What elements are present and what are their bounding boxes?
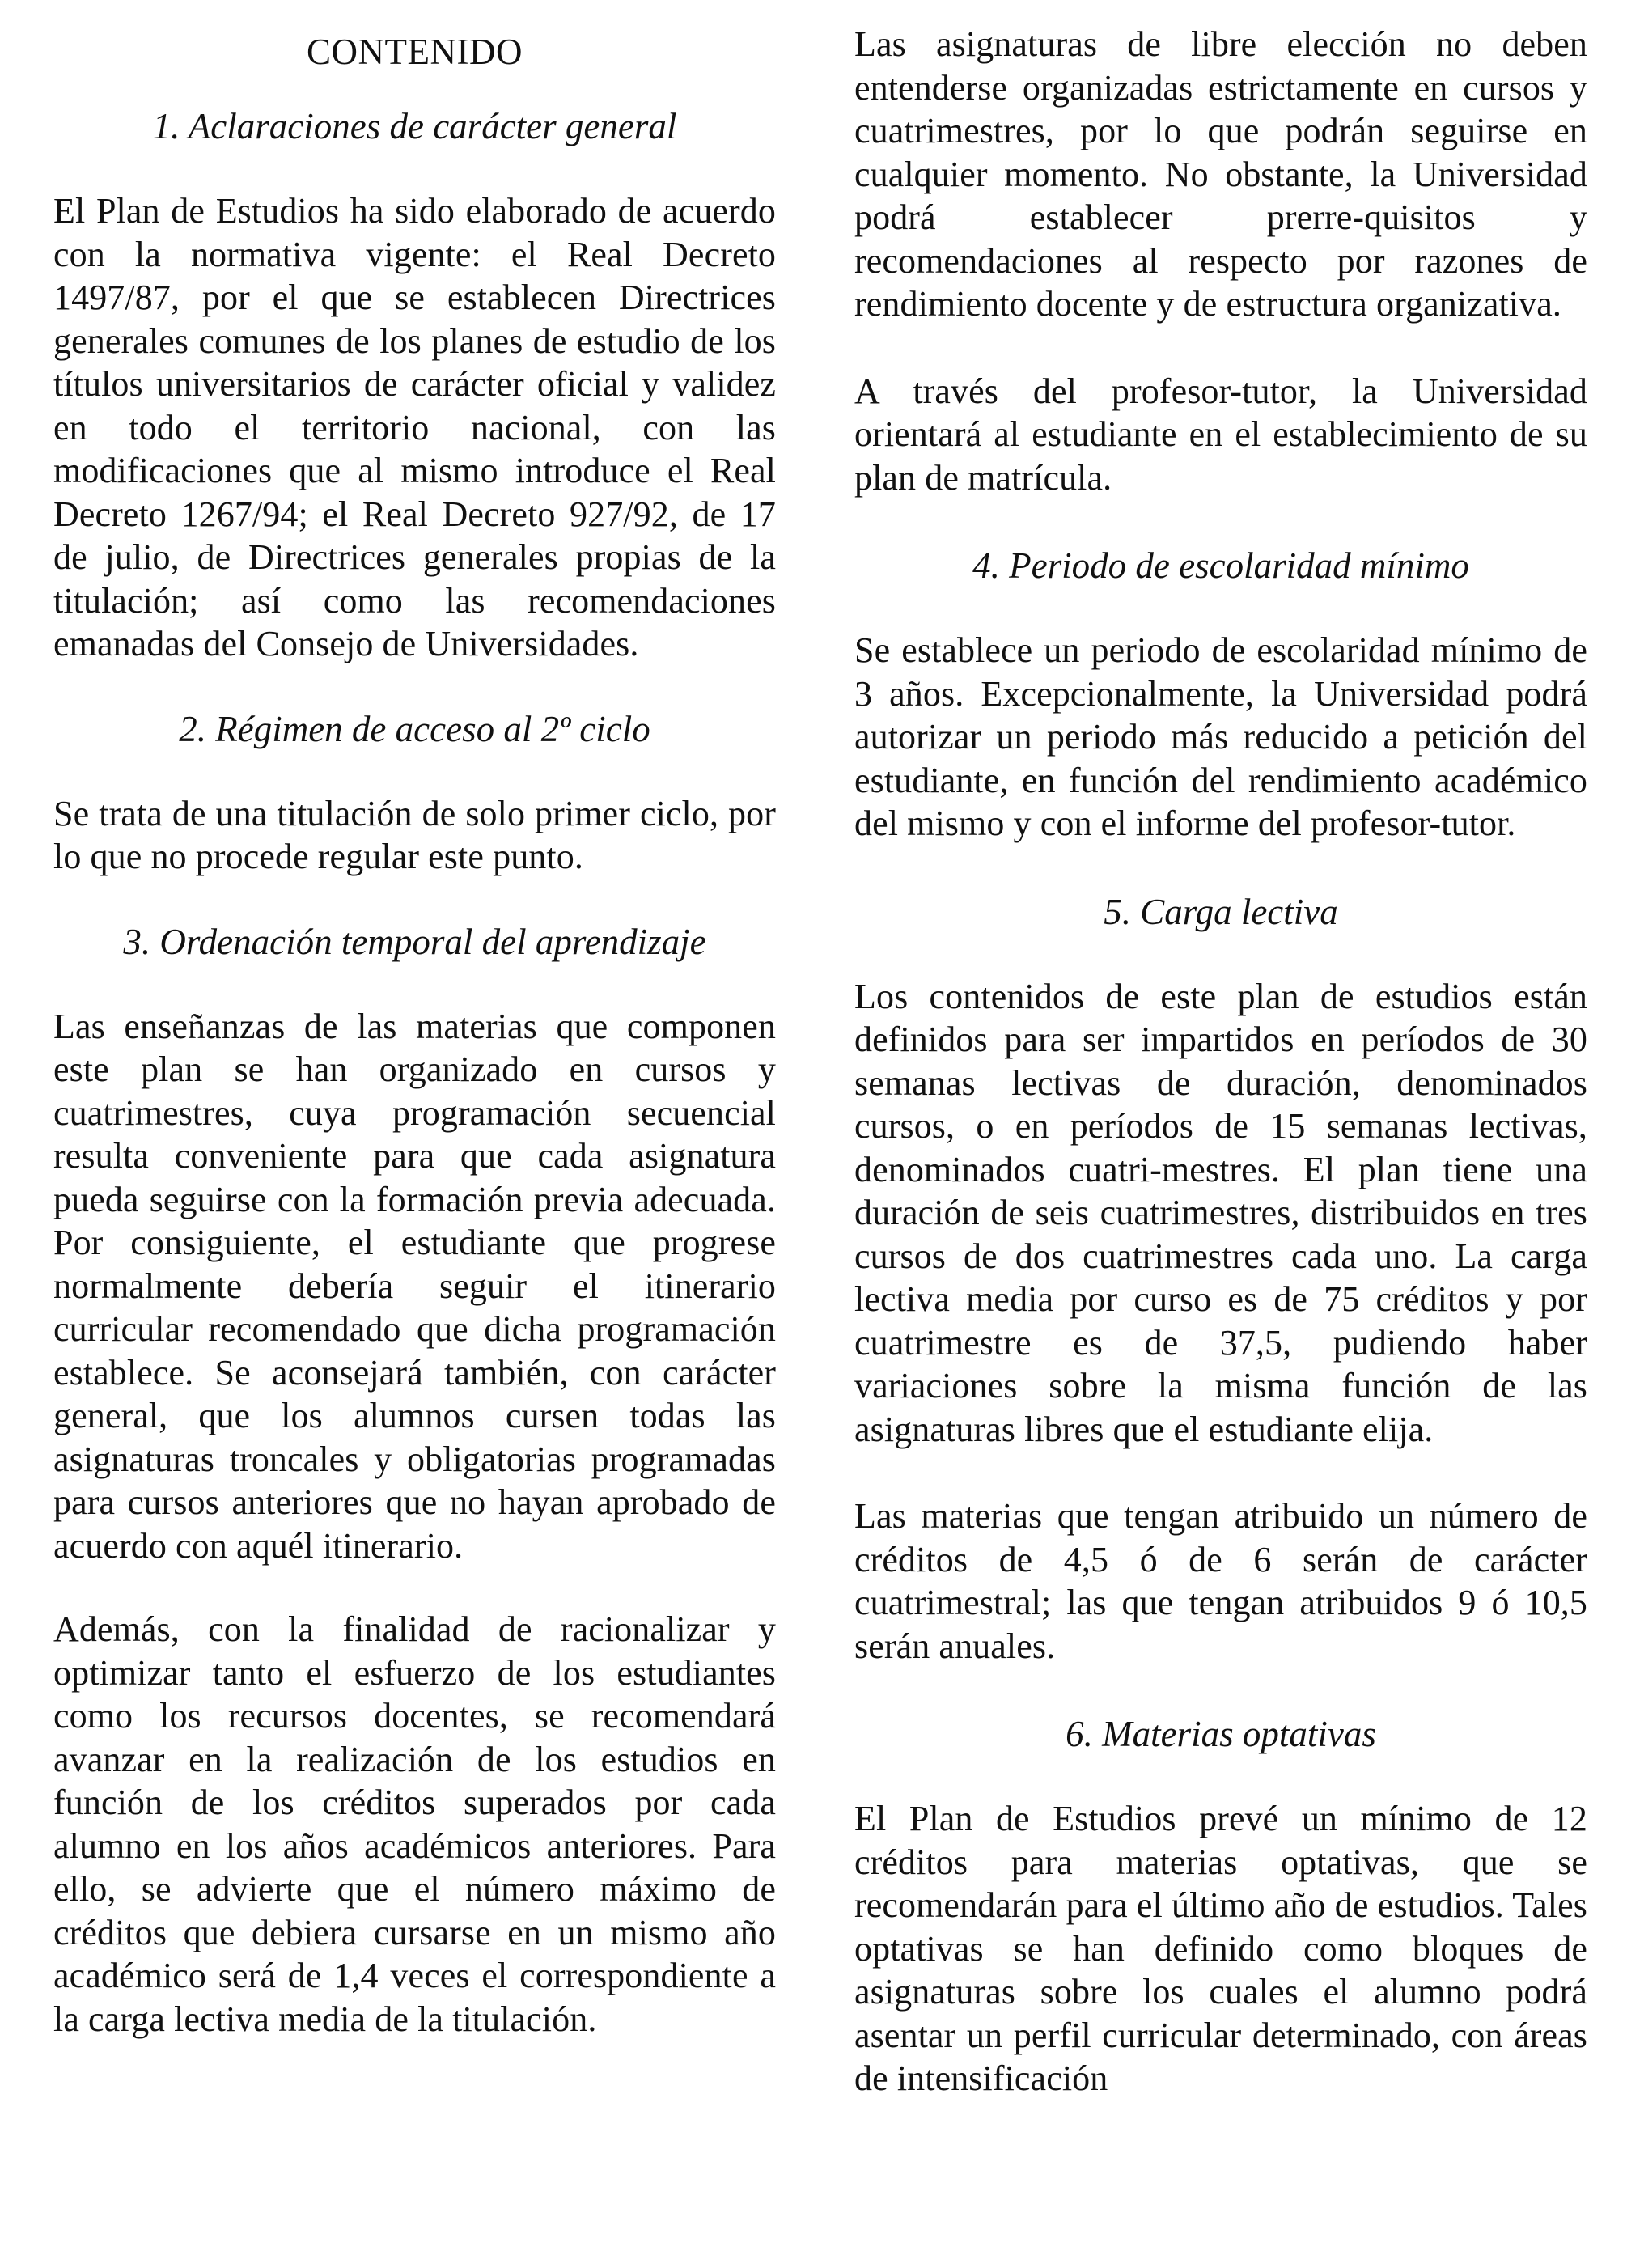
section-5-paragraph-2: Las materias que tengan atribuido un número de créditos de 4,5 ó de 6 serán de carácter cuatrimestral; las que tengan atribuidos 9 ó 10,5 serán anuales.	[854, 1496, 1587, 1666]
document-title: CONTENIDO	[307, 32, 523, 72]
section-6-heading: 6. Materias optativas	[1066, 1714, 1376, 1754]
section-3-paragraph-3: Las asignaturas de libre elección no deben entenderse organizadas estrictamente en cursos y cuatrimestres, por lo que podrán seguirse en cualquier momento. No obstante, la Universidad podrá establecer prerre-quisitos y recomendaciones al respecto por razones de rendimiento docente y de estructura organizativa.	[854, 24, 1587, 324]
section-4-paragraph: Se establece un periodo de escolaridad mínimo de 3 años. Excepcionalmente, la Universidad podrá autorizar un periodo más reducido a petición del estudiante, en función del rendimiento académico del mismo y con el informe del profesor-tutor.	[854, 630, 1587, 843]
section-4-heading: 4. Periodo de escolaridad mínimo	[972, 545, 1469, 586]
left-column	[53, 23, 776, 2081]
right-column	[854, 23, 1587, 2144]
section-3-paragraph-1: Las enseñanzas de las materias que componen este plan se han organizado en cursos y cuatrimestres, cuya programación secuencial resulta conveniente para que cada asignatura pueda seguirse con la formación previa adecuada. Por consiguiente, el estudiante que progrese normalmente debería seguir el itinerario curricular recomendado que dicha programación establece. Se aconsejará también, con carácter general, que los alumnos cursen todas las asignaturas troncales y obligatorias programadas para cursos anteriores que no hayan aprobado de acuerdo con aquél itinerario.	[53, 1006, 776, 1566]
section-3-paragraph-2: Además, con la finalidad de racionalizar y optimizar tanto el esfuerzo de los estudiantes como los recursos docentes, se recomendará avanzar en la realización de los estudios en función de los créditos superados por cada alumno en los años académicos anteriores. Para ello, se advierte que el número máximo de créditos que debiera cursarse en un mismo año académico será de 1,4 veces el correspondiente a la carga lectiva media de la titulación.	[53, 1609, 776, 2039]
section-2-paragraph: Se trata de una titulación de solo primer ciclo, por lo que no procede regular este punto.	[53, 793, 776, 876]
section-1-paragraph: El Plan de Estudios ha sido elaborado de acuerdo con la normativa vigente: el Real Decreto 1497/87, por el que se establecen Directrices generales comunes de los planes de estudio de los títulos universitarios de carácter oficial y validez en todo el territorio nacional, con las modificaciones que al mismo introduce el Real Decreto 1267/94; el Real Decreto 927/92, de 17 de julio, de Directrices generales propias de la titulación; así como las recomendaciones emanadas del Consejo de Universidades.	[53, 191, 776, 663]
section-6-paragraph: El Plan de Estudios prevé un mínimo de 12 créditos para materias optativas, que se recomendarán para el último año de estudios. Tales optativas se han definido como bloques de asignaturas sobre los cuales el alumno podrá asentar un perfil curricular determinado, con áreas de intensificación	[854, 1799, 1587, 2098]
section-5-paragraph-1: Los contenidos de este plan de estudios están definidos para ser impartidos en períodos de 30 semanas lectivas de duración, denominados cursos, o en períodos de 15 semanas lectivas, denominados cuatri-mestres. El plan tiene una duración de seis cuatrimestres, distribuidos en tres cursos de dos cuatrimestres cada uno. La carga lectiva media por curso es de 75 créditos y por cuatrimestre es de 37,5, pudiendo haber variaciones sobre la misma función de las asignaturas libres que el estudiante elija.	[854, 976, 1587, 1449]
section-2-heading: 2. Régimen de acceso al 2º ciclo	[179, 708, 650, 749]
section-5-heading: 5. Carga lectiva	[1104, 891, 1338, 932]
section-3-heading: 3. Ordenación temporal del aprendizaje	[123, 921, 706, 962]
section-3-paragraph-4: A través del profesor-tutor, la Universidad orientará al estudiante en el establecimiento de su plan de matrícula.	[854, 371, 1587, 498]
section-1-heading: 1. Aclaraciones de carácter general	[152, 106, 677, 146]
